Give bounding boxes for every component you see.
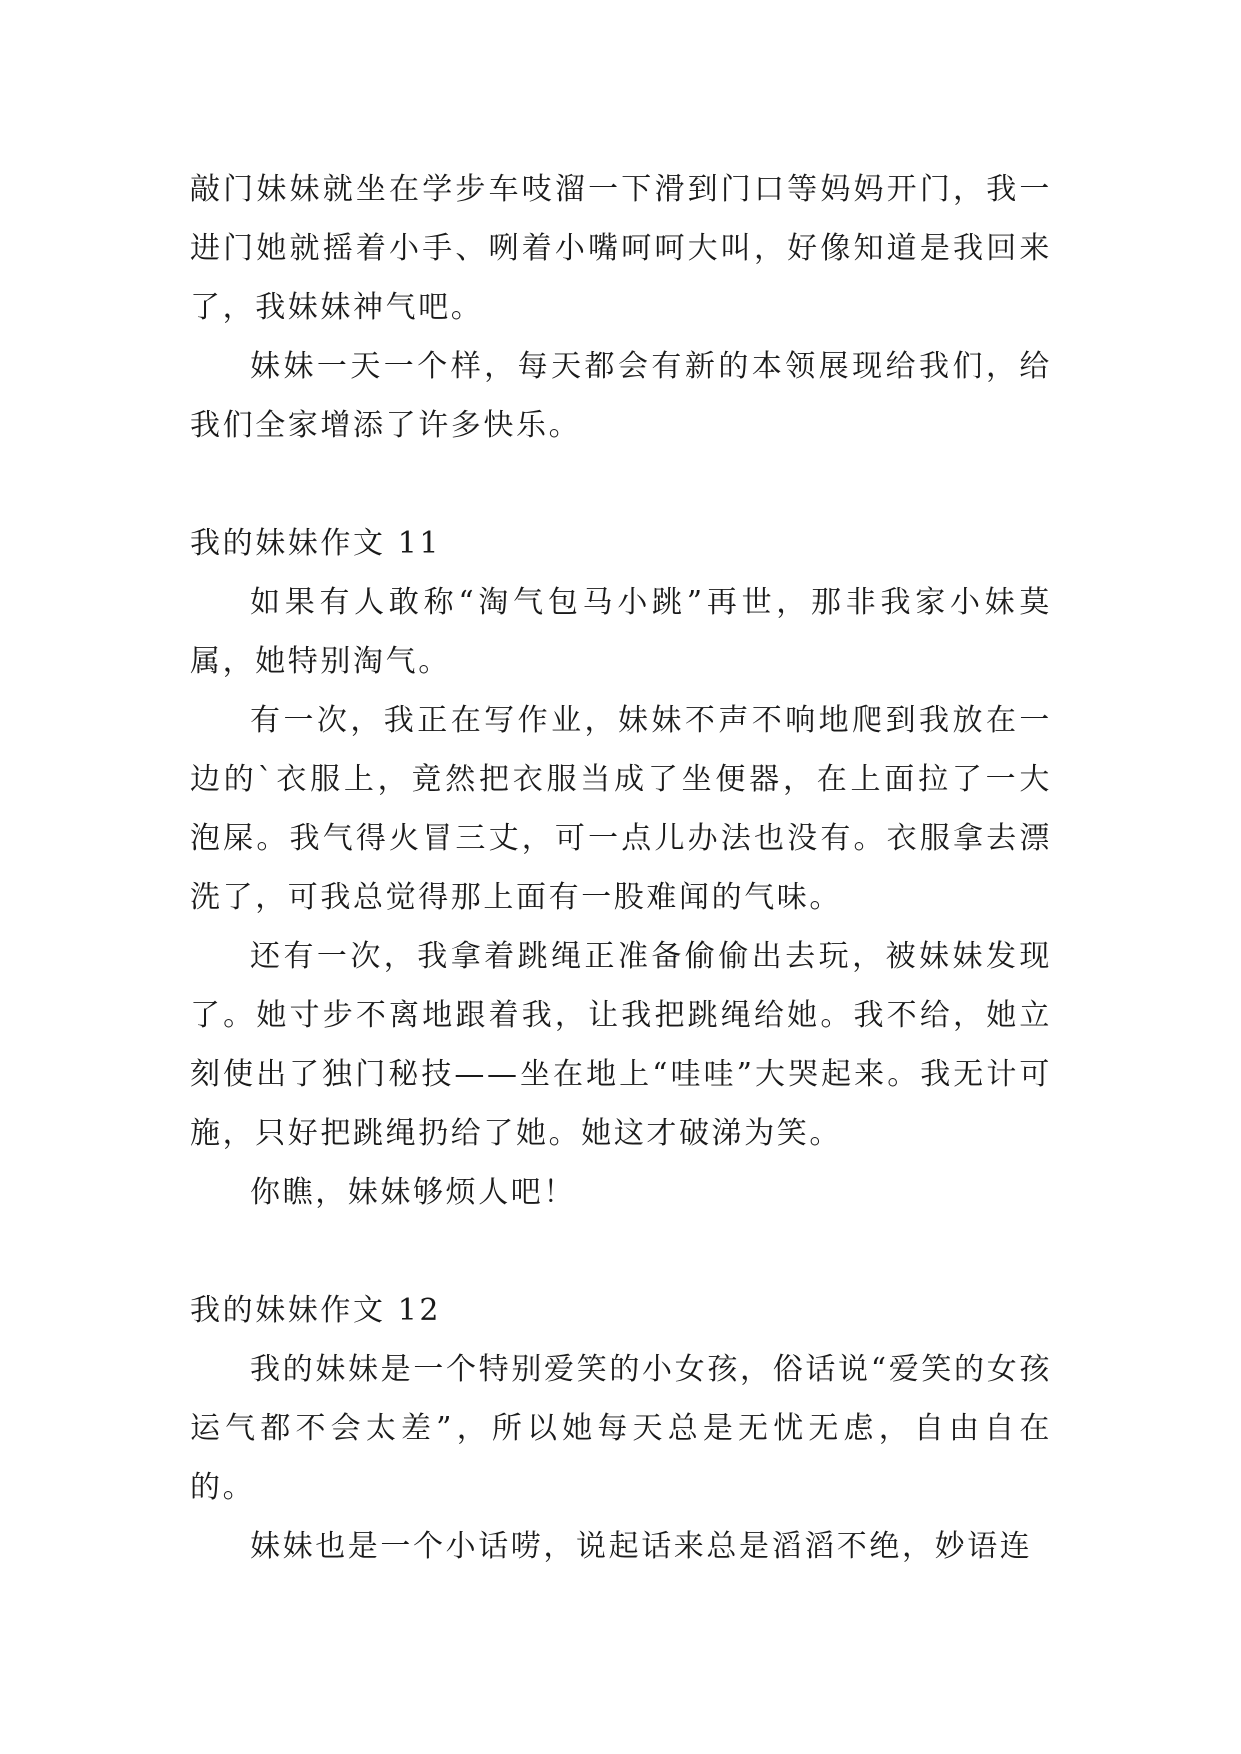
paragraph: 妹妹也是一个小话唠，说起话来总是滔滔不绝，妙语连	[250, 1529, 1033, 1564]
paragraph: 还有一次，我拿着跳绳正准备偷偷出去玩，被妹妹发现了。她寸步不离地跟着我，让我把跳绳给她。我不给，她立刻使出了独门秘技——坐在地上“哇哇”大哭起来。我无计可施，只好把跳绳扔给了她。她这才破涕为笑。	[190, 939, 1052, 1151]
section-heading-12: 我的妹妹作文 12	[190, 1293, 442, 1328]
paragraph: 妹妹一天一个样，每天都会有新的本领展现给我们，给我们全家增添了许多快乐。	[190, 349, 1052, 443]
document-body	[190, 160, 1052, 1576]
section-heading-11: 我的妹妹作文 11	[190, 526, 442, 561]
paragraph: 你瞧，妹妹够烦人吧！	[250, 1175, 576, 1210]
paragraph: 敲门妹妹就坐在学步车吱溜一下滑到门口等妈妈开门，我一进门她就摇着小手、咧着小嘴呵呵大叫，好像知道是我回来了，我妹妹神气吧。	[190, 172, 1052, 325]
paragraph: 有一次，我正在写作业，妹妹不声不响地爬到我放在一边的`衣服上，竟然把衣服当成了坐便器，在上面拉了一大泡屎。我气得火冒三丈，可一点儿办法也没有。衣服拿去漂洗了，可我总觉得那上面有一股难闻的气味。	[190, 703, 1052, 915]
paragraph: 我的妹妹是一个特别爱笑的小女孩，俗话说“爱笑的女孩运气都不会太差”，所以她每天总是无忧无虑，自由自在的。	[190, 1352, 1052, 1505]
paragraph: 如果有人敢称“淘气包马小跳”再世，那非我家小妹莫属，她特别淘气。	[190, 585, 1052, 679]
